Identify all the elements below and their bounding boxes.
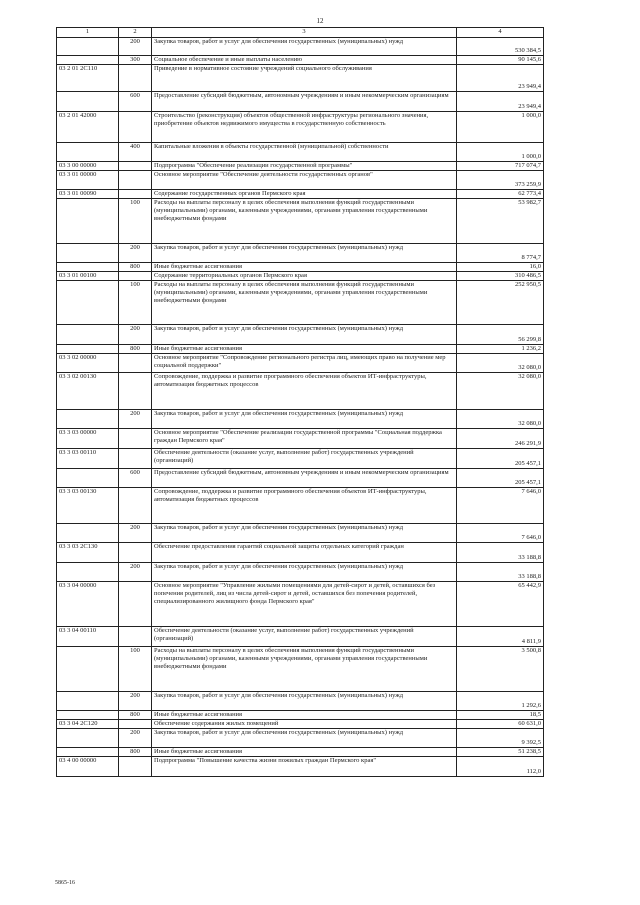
amount-cell: 32 080,0	[457, 410, 544, 429]
amount-cell: 9 392,5	[457, 729, 544, 748]
amount-cell: 1 292,6	[457, 692, 544, 711]
amount-cell: 65 442,9	[457, 582, 544, 627]
page-number: 12	[316, 17, 324, 25]
code-cell: 03 3 00 00000	[57, 162, 119, 171]
expense-type-cell	[119, 190, 152, 199]
code-cell	[57, 325, 119, 345]
amount-cell: 112,0	[457, 757, 544, 777]
expense-type-cell: 200	[119, 244, 152, 263]
amount-cell: 310 486,5	[457, 272, 544, 281]
header-col-4: 4	[457, 28, 544, 38]
code-cell	[57, 563, 119, 582]
amount-cell: 1 000,0	[457, 112, 544, 143]
expense-type-cell: 200	[119, 692, 152, 711]
table-row	[57, 373, 544, 410]
item-name-cell: Основное мероприятие "Обеспечение реализации государственной программы "Социальная поддержка граждан Пермского края"	[152, 429, 457, 449]
expense-type-cell: 100	[119, 199, 152, 244]
table-row	[57, 720, 544, 729]
amount-cell: 4 811,9	[457, 627, 544, 647]
code-cell: 03 3 02 00130	[57, 373, 119, 410]
item-name-cell: Закупка товаров, работ и услуг для обеспечения государственных (муниципальных) нужд	[152, 325, 457, 345]
amount-cell: 246 291,9	[457, 429, 544, 449]
code-cell: 03 3 03 00130	[57, 488, 119, 524]
table-row	[57, 281, 544, 325]
amount-cell: 1 000,0	[457, 143, 544, 162]
item-name-cell: Обеспечение деятельности (оказание услуг, выполнение работ) государственных учреждений (организаций)	[152, 449, 457, 469]
expense-type-cell	[119, 112, 152, 143]
code-cell	[57, 410, 119, 429]
code-cell	[57, 263, 119, 272]
expense-type-cell: 600	[119, 469, 152, 488]
item-name-cell: Расходы на выплаты персоналу в целях обеспечения выполнения функций государственными (муниципальными) органами, казенными учреждениями, органами управления государственными внебюджетными фондами	[152, 199, 457, 244]
item-name-cell: Подпрограмма "Обеспечение реализации государственной программы"	[152, 162, 457, 171]
item-name-cell: Сопровождение, поддержка и развитие программного обеспечения объектов ИТ-инфраструктуры, автоматизация бюджетных процессов	[152, 488, 457, 524]
item-name-cell: Социальное обеспечение и иные выплаты населению	[152, 56, 457, 65]
code-cell	[57, 38, 119, 56]
amount-cell: 3 500,8	[457, 647, 544, 692]
expense-type-cell	[119, 272, 152, 281]
code-cell	[57, 199, 119, 244]
code-cell: 03 3 04 00000	[57, 582, 119, 627]
expense-type-cell: 800	[119, 748, 152, 757]
budget-table	[56, 27, 544, 777]
item-name-cell: Приведение в нормативное состояние учреждений социального обслуживания	[152, 65, 457, 92]
amount-cell: 56 299,8	[457, 325, 544, 345]
item-name-cell: Закупка товаров, работ и услуг для обеспечения государственных (муниципальных) нужд	[152, 524, 457, 543]
expense-type-cell: 400	[119, 143, 152, 162]
expense-type-cell	[119, 354, 152, 373]
item-name-cell: Предоставление субсидий бюджетным, автономным учреждениям и иным некоммерческим организациям	[152, 92, 457, 112]
item-name-cell: Закупка товаров, работ и услуг для обеспечения государственных (муниципальных) нужд	[152, 692, 457, 711]
table-row	[57, 729, 544, 748]
item-name-cell: Закупка товаров, работ и услуг для обеспечения государственных (муниципальных) нужд	[152, 244, 457, 263]
header-col-1: 1	[57, 28, 119, 38]
table-row	[57, 488, 544, 524]
item-name-cell: Иные бюджетные ассигнования	[152, 345, 457, 354]
amount-cell: 717 074,7	[457, 162, 544, 171]
expense-type-cell: 200	[119, 410, 152, 429]
expense-type-cell	[119, 429, 152, 449]
amount-cell: 530 384,5	[457, 38, 544, 56]
item-name-cell: Закупка товаров, работ и услуг для обеспечения государственных (муниципальных) нужд	[152, 563, 457, 582]
expense-type-cell: 100	[119, 281, 152, 325]
item-name-cell: Иные бюджетные ассигнования	[152, 748, 457, 757]
item-name-cell: Строительство (реконструкция) объектов общественной инфраструктуры регионального значения, приобретение объектов недвижимого имущества в государственную собственность	[152, 112, 457, 143]
code-cell	[57, 711, 119, 720]
table-row	[57, 65, 544, 92]
table-row	[57, 162, 544, 171]
expense-type-cell	[119, 757, 152, 777]
document-code: 5865-16	[55, 880, 75, 886]
table-row	[57, 171, 544, 190]
amount-cell: 60 631,0	[457, 720, 544, 729]
expense-type-cell: 800	[119, 345, 152, 354]
amount-cell: 33 188,8	[457, 563, 544, 582]
expense-type-cell	[119, 171, 152, 190]
code-cell: 03 3 03 00110	[57, 449, 119, 469]
header-col-2: 2	[119, 28, 152, 38]
item-name-cell: Иные бюджетные ассигнования	[152, 263, 457, 272]
amount-cell: 53 982,7	[457, 199, 544, 244]
item-name-cell: Обеспечение деятельности (оказание услуг, выполнение работ) государственных учреждений (организаций)	[152, 627, 457, 647]
expense-type-cell	[119, 449, 152, 469]
item-name-cell: Расходы на выплаты персоналу в целях обеспечения выполнения функций государственными (муниципальными) органами, казенными учреждениями, органами управления государственными внебюджетными фондами	[152, 647, 457, 692]
expense-type-cell	[119, 373, 152, 410]
table-row	[57, 272, 544, 281]
item-name-cell: Сопровождение, поддержка и развитие программного обеспечения объектов ИТ-инфраструктуры, автоматизация бюджетных процессов	[152, 373, 457, 410]
amount-cell: 23 949,4	[457, 65, 544, 92]
expense-type-cell	[119, 627, 152, 647]
table-row	[57, 469, 544, 488]
amount-cell: 8 774,7	[457, 244, 544, 263]
item-name-cell: Содержание государственных органов Пермского края	[152, 190, 457, 199]
item-name-cell: Предоставление субсидий бюджетным, автономным учреждениям и иным некоммерческим организациям	[152, 469, 457, 488]
code-cell	[57, 692, 119, 711]
expense-type-cell	[119, 582, 152, 627]
code-cell: 03 2 01 2С110	[57, 65, 119, 92]
item-name-cell: Подпрограмма "Повышение качества жизни пожилых граждан Пермского края"	[152, 757, 457, 777]
expense-type-cell: 300	[119, 56, 152, 65]
expense-type-cell: 200	[119, 38, 152, 56]
code-cell: 03 3 01 00100	[57, 272, 119, 281]
table-row	[57, 647, 544, 692]
item-name-cell: Обеспечение предоставления гарантий социальной защиты отдельных категорий граждан	[152, 543, 457, 563]
table-row	[57, 112, 544, 143]
expense-type-cell	[119, 162, 152, 171]
amount-cell: 7 646,0	[457, 488, 544, 524]
code-cell	[57, 143, 119, 162]
table-row	[57, 38, 544, 56]
code-cell	[57, 647, 119, 692]
table-row	[57, 92, 544, 112]
table-row	[57, 429, 544, 449]
item-name-cell: Капитальные вложения в объекты государственной (муниципальной) собственности	[152, 143, 457, 162]
table-row	[57, 143, 544, 162]
table-header-row	[57, 28, 544, 38]
expense-type-cell	[119, 720, 152, 729]
amount-cell: 205 457,1	[457, 449, 544, 469]
code-cell	[57, 469, 119, 488]
table-row	[57, 354, 544, 373]
amount-cell: 16,0	[457, 263, 544, 272]
amount-cell: 23 949,4	[457, 92, 544, 112]
item-name-cell: Иные бюджетные ассигнования	[152, 711, 457, 720]
table-row	[57, 190, 544, 199]
item-name-cell: Закупка товаров, работ и услуг для обеспечения государственных (муниципальных) нужд	[152, 729, 457, 748]
code-cell: 03 3 01 00090	[57, 190, 119, 199]
expense-type-cell	[119, 488, 152, 524]
expense-type-cell: 200	[119, 325, 152, 345]
item-name-cell: Основное мероприятие "Управление жилыми помещениями для детей-сирот и детей, оставшихся без попечения родителей, лиц из числа детей-сирот и детей, оставшихся без попечения родителей, специализированного жилищного фонда Пермского края"	[152, 582, 457, 627]
code-cell: 03 4 00 00000	[57, 757, 119, 777]
code-cell	[57, 345, 119, 354]
code-cell: 03 3 04 00110	[57, 627, 119, 647]
amount-cell: 90 145,6	[457, 56, 544, 65]
amount-cell: 32 080,0	[457, 373, 544, 410]
amount-cell: 7 646,0	[457, 524, 544, 543]
item-name-cell: Расходы на выплаты персоналу в целях обеспечения выполнения функций государственными (муниципальными) органами, казенными учреждениями, органами управления государственными внебюджетными фондами	[152, 281, 457, 325]
table-row	[57, 345, 544, 354]
table-row	[57, 524, 544, 543]
amount-cell: 51 238,5	[457, 748, 544, 757]
table-row	[57, 627, 544, 647]
amount-cell: 1 236,2	[457, 345, 544, 354]
expense-type-cell	[119, 543, 152, 563]
table-row	[57, 711, 544, 720]
table-row	[57, 543, 544, 563]
amount-cell: 205 457,1	[457, 469, 544, 488]
item-name-cell: Закупка товаров, работ и услуг для обеспечения государственных (муниципальных) нужд	[152, 410, 457, 429]
expense-type-cell: 800	[119, 263, 152, 272]
table-row	[57, 449, 544, 469]
item-name-cell: Закупка товаров, работ и услуг для обеспечения государственных (муниципальных) нужд	[152, 38, 457, 56]
table-row	[57, 199, 544, 244]
table-row	[57, 56, 544, 65]
expense-type-cell: 100	[119, 647, 152, 692]
code-cell	[57, 281, 119, 325]
code-cell	[57, 748, 119, 757]
code-cell: 03 2 01 42000	[57, 112, 119, 143]
code-cell: 03 3 04 2С120	[57, 720, 119, 729]
table-row	[57, 325, 544, 345]
amount-cell: 62 773,4	[457, 190, 544, 199]
code-cell	[57, 729, 119, 748]
amount-cell: 252 950,5	[457, 281, 544, 325]
code-cell: 03 3 03 00000	[57, 429, 119, 449]
amount-cell: 373 259,9	[457, 171, 544, 190]
item-name-cell: Основное мероприятие "Сопровождение регионального регистра лиц, имеющих право на получение мер социальной поддержки"	[152, 354, 457, 373]
code-cell: 03 3 03 2С130	[57, 543, 119, 563]
item-name-cell: Обеспечение содержания жилых помещений	[152, 720, 457, 729]
code-cell	[57, 524, 119, 543]
expense-type-cell: 200	[119, 563, 152, 582]
header-col-3: 3	[152, 28, 457, 38]
amount-cell: 33 188,8	[457, 543, 544, 563]
code-cell	[57, 56, 119, 65]
table-row	[57, 748, 544, 757]
item-name-cell: Основное мероприятие "Обеспечение деятельности государственных органов"	[152, 171, 457, 190]
table-row	[57, 244, 544, 263]
expense-type-cell: 800	[119, 711, 152, 720]
amount-cell: 18,5	[457, 711, 544, 720]
table-row	[57, 692, 544, 711]
expense-type-cell: 200	[119, 729, 152, 748]
expense-type-cell	[119, 65, 152, 92]
code-cell	[57, 92, 119, 112]
table-row	[57, 563, 544, 582]
table-row	[57, 757, 544, 777]
expense-type-cell: 600	[119, 92, 152, 112]
table-row	[57, 410, 544, 429]
amount-cell: 32 080,0	[457, 354, 544, 373]
code-cell: 03 3 01 00000	[57, 171, 119, 190]
code-cell: 03 3 02 00000	[57, 354, 119, 373]
code-cell	[57, 244, 119, 263]
item-name-cell: Содержание территориальных органов Пермского края	[152, 272, 457, 281]
table-row	[57, 582, 544, 627]
expense-type-cell: 200	[119, 524, 152, 543]
table-row	[57, 263, 544, 272]
